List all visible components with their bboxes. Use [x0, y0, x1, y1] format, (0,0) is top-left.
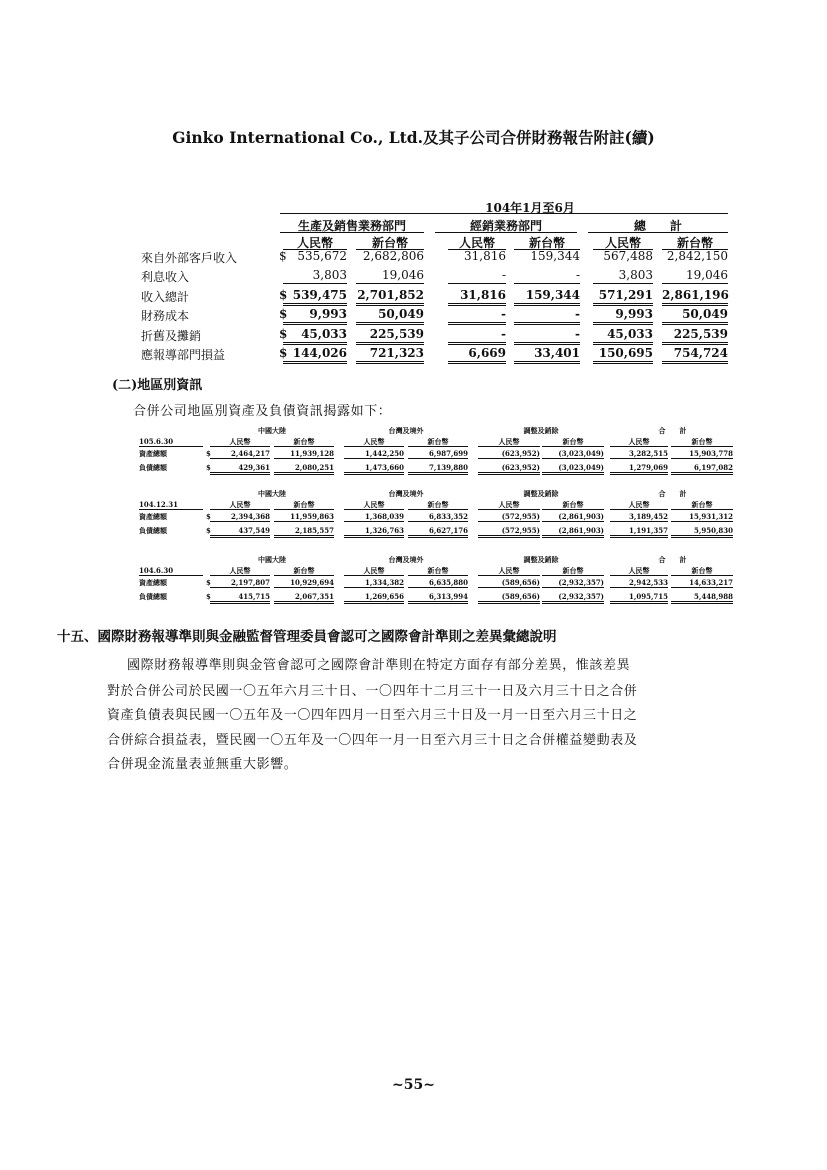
- dollar-sign: $: [279, 327, 288, 341]
- geo-cell: 1,442,250: [344, 449, 404, 459]
- geo-currency-header: 新台幣: [671, 437, 733, 447]
- geo-date: 104.12.31: [139, 500, 203, 510]
- geo-cell: 429,361: [210, 463, 270, 475]
- segment-cell: 50,049: [662, 307, 728, 325]
- segment-cell: 159,344: [530, 249, 580, 263]
- segment-group-header: 生產及銷售業務部門: [280, 217, 424, 233]
- dollar-sign: $: [206, 526, 211, 535]
- segment-cell: 144,026: [283, 346, 347, 364]
- geo-cell: 3,282,515: [610, 449, 668, 459]
- segment-cell: -: [514, 327, 580, 345]
- dollar-sign: $: [206, 512, 211, 521]
- geo-currency-header: 人民幣: [210, 437, 270, 447]
- geo-currency-header: 人民幣: [344, 500, 404, 510]
- segment-cell: 2,861,196: [662, 288, 728, 306]
- segment-cell: 45,033: [593, 327, 653, 345]
- dollar-sign: $: [279, 249, 287, 263]
- dollar-sign: $: [279, 288, 288, 302]
- geo-cell: (2,932,357): [542, 578, 604, 588]
- segment-currency-header: 新台幣: [662, 234, 728, 250]
- geo-cell: 5,448,988: [671, 592, 733, 604]
- section15-heading: 十五、國際財務報導準則與金融監督管理委員會認可之國際會計準則之差異彙總說明: [57, 629, 557, 645]
- geo-cell: 1,279,069: [610, 463, 668, 475]
- geo-group-header: 合 計: [658, 426, 687, 435]
- segment-row-label: 收入總計: [141, 290, 190, 304]
- geo-date: 105.6.30: [139, 437, 203, 447]
- geo-row-label: 負債總額: [139, 592, 167, 601]
- geo-cell: 11,959,863: [274, 512, 334, 522]
- segment-cell: 571,291: [593, 288, 653, 306]
- geo-group-header: 中國大陸: [258, 489, 286, 498]
- geo-currency-header: 人民幣: [478, 566, 540, 576]
- geo-cell: 2,942,533: [610, 578, 668, 588]
- geo-cell: 1,368,039: [344, 512, 404, 522]
- geo-cell: 1,191,357: [610, 526, 668, 538]
- geo-cell: (2,861,903): [542, 512, 604, 522]
- geo-cell: 5,950,830: [671, 526, 733, 538]
- geo-group-header: 台灣及境外: [388, 489, 424, 498]
- geo-cell: 437,549: [210, 526, 270, 538]
- geo-cell: 415,715: [210, 592, 270, 604]
- geo-currency-header: 新台幣: [274, 437, 334, 447]
- dollar-sign: $: [206, 578, 211, 587]
- segment-cell: 225,539: [662, 327, 728, 345]
- section15-line-5: 合併現金流量表並無重大影響。: [107, 757, 298, 772]
- geo-cell: (623,952): [478, 449, 540, 459]
- segment-row-label: 應報導部門損益: [141, 348, 226, 362]
- segment-row-label: 財務成本: [141, 309, 190, 323]
- segment-cell: 754,724: [662, 346, 728, 364]
- geo-cell: (572,955): [478, 512, 540, 522]
- segment-cell: 2,842,150: [666, 249, 728, 263]
- segment-cell: 9,993: [593, 307, 653, 325]
- geo-group-header: 合 計: [658, 555, 687, 564]
- segment-cell: 535,672: [297, 249, 347, 263]
- geo-group-header: 調整及銷除: [523, 555, 559, 564]
- segment-group-header: 總 計: [588, 217, 728, 233]
- dollar-sign: $: [206, 449, 211, 458]
- geo-cell: 2,394,368: [210, 512, 270, 522]
- geo-group-header: 台灣及境外: [388, 426, 424, 435]
- geo-row-label: 資產總額: [139, 512, 167, 521]
- geo-row-label: 資產總額: [139, 578, 167, 587]
- geo-currency-header: 新台幣: [671, 566, 733, 576]
- geo-cell: (589,656): [478, 592, 540, 604]
- segment-row-label: 折舊及攤銷: [141, 329, 202, 343]
- segment-cell: -: [514, 307, 580, 325]
- section15-line-4: 合併綜合損益表，暨民國一〇五年及一〇四年一月一日至六月三十日之合併權益變動表及: [107, 733, 638, 748]
- segment-cell: 19,046: [356, 268, 424, 284]
- geo-currency-header: 新台幣: [408, 500, 468, 510]
- geo-cell: 6,627,176: [408, 526, 468, 538]
- segment-cell: -: [448, 268, 506, 284]
- geo-cell: (3,023,049): [542, 463, 604, 475]
- segment-cell: 50,049: [356, 307, 424, 325]
- dollar-sign: $: [279, 307, 288, 321]
- geo-cell: 7,139,880: [408, 463, 468, 475]
- geo-cell: 6,313,994: [408, 592, 468, 604]
- geo-currency-header: 新台幣: [542, 437, 604, 447]
- geo-currency-header: 人民幣: [344, 566, 404, 576]
- section15-line-1: 國際財務報導準則與金管會認可之國際會計準則在特定方面存有部分差異，惟該差異: [127, 658, 631, 673]
- geo-cell: 2,185,557: [274, 526, 334, 538]
- geo-cell: 1,473,660: [344, 463, 404, 475]
- segment-cell: 2,682,806: [362, 249, 424, 263]
- segment-cell: 45,033: [283, 327, 347, 345]
- geo-cell: 6,635,880: [408, 578, 468, 588]
- segment-row-label: 來自外部客戶收入: [141, 251, 238, 265]
- geo-currency-header: 人民幣: [344, 437, 404, 447]
- segment-currency-header: 人民幣: [593, 234, 653, 250]
- geo-currency-header: 新台幣: [671, 500, 733, 510]
- segment-currency-header: 新台幣: [514, 234, 580, 250]
- segment-cell: 567,488: [603, 249, 653, 263]
- segment-cell: 721,323: [356, 346, 424, 364]
- geo-cell: 1,326,763: [344, 526, 404, 538]
- geo-cell: (623,952): [478, 463, 540, 475]
- geo-cell: 14,633,217: [671, 578, 733, 588]
- geo-cell: 2,464,217: [210, 449, 270, 459]
- geo-cell: (572,955): [478, 526, 540, 538]
- geo-cell: 6,987,699: [408, 449, 468, 459]
- dollar-sign: $: [279, 346, 288, 360]
- geo-cell: 1,334,382: [344, 578, 404, 588]
- geo-cell: 1,269,656: [344, 592, 404, 604]
- segment-cell: 159,344: [514, 288, 580, 306]
- geo-currency-header: 新台幣: [274, 500, 334, 510]
- geo-currency-header: 人民幣: [478, 437, 540, 447]
- geo-cell: 15,903,778: [671, 449, 733, 459]
- geo-currency-header: 人民幣: [610, 437, 668, 447]
- segment-cell: 3,803: [283, 268, 347, 284]
- geo-date: 104.6.30: [139, 566, 203, 576]
- geo-currency-header: 人民幣: [610, 500, 668, 510]
- segment-cell: -: [514, 268, 580, 284]
- geo-group-header: 中國大陸: [258, 426, 286, 435]
- geo-row-label: 負債總額: [139, 526, 167, 535]
- geo-currency-header: 人民幣: [210, 566, 270, 576]
- geo-currency-header: 人民幣: [210, 500, 270, 510]
- geo-row-label: 負債總額: [139, 463, 167, 472]
- geo-cell: (3,023,049): [542, 449, 604, 459]
- segment-period-rule: [280, 213, 728, 214]
- page-title: Ginko International Co., Ltd.及其子公司合併財務報告附註(續): [172, 128, 655, 147]
- geo-cell: 2,067,351: [274, 592, 334, 604]
- section15-line-2: 對於合併公司於民國一〇五年六月三十日、一〇四年十二月三十一日及六月三十日之合併: [107, 684, 638, 699]
- geo-currency-header: 人民幣: [610, 566, 668, 576]
- geo-currency-header: 新台幣: [542, 566, 604, 576]
- segment-cell: 2,701,852: [356, 288, 424, 306]
- segment-cell: 9,993: [283, 307, 347, 325]
- geo-cell: 1,095,715: [610, 592, 668, 604]
- geo-currency-header: 人民幣: [478, 500, 540, 510]
- segment-group-header: 經銷業務部門: [435, 217, 577, 233]
- geo-row-label: 資產總額: [139, 449, 167, 458]
- dollar-sign: $: [206, 592, 211, 601]
- segment-currency-header: 新台幣: [356, 234, 424, 250]
- dollar-sign: $: [206, 463, 211, 472]
- geo-cell: 3,189,452: [610, 512, 668, 522]
- geo-cell: (589,656): [478, 578, 540, 588]
- geo-cell: (2,932,357): [542, 592, 604, 604]
- page-number: ~55~: [392, 1077, 435, 1093]
- geo-cell: 6,197,082: [671, 463, 733, 475]
- segment-currency-header: 人民幣: [448, 234, 506, 250]
- segment-cell: 3,803: [593, 268, 653, 284]
- segment-currency-header: 人民幣: [283, 234, 347, 250]
- geo-cell: 15,931,312: [671, 512, 733, 522]
- geo-cell: 2,080,251: [274, 463, 334, 475]
- section15-line-3: 資產負債表與民國一〇五年及一〇四年四月一日至六月三十日及一月一日至六月三十日之: [107, 708, 638, 723]
- segment-period: 104年1月至6月: [485, 201, 575, 215]
- segment-cell: 6,669: [448, 346, 506, 364]
- geo-intro: 合併公司地區別資產及負債資訊揭露如下：: [133, 404, 392, 419]
- geo-cell: 10,929,694: [274, 578, 334, 588]
- geo-currency-header: 新台幣: [408, 437, 468, 447]
- geo-cell: 11,939,128: [274, 449, 334, 459]
- segment-cell: 33,401: [514, 346, 580, 364]
- geo-group-header: 中國大陸: [258, 555, 286, 564]
- geo-group-header: 調整及銷除: [523, 426, 559, 435]
- geo-currency-header: 新台幣: [542, 500, 604, 510]
- geo-cell: 2,197,807: [210, 578, 270, 588]
- segment-row-label: 利息收入: [141, 270, 190, 284]
- segment-cell: -: [448, 327, 506, 345]
- segment-cell: 539,475: [283, 288, 347, 306]
- geo-group-header: 合 計: [658, 489, 687, 498]
- segment-cell: 31,816: [464, 249, 506, 263]
- segment-cell: 150,695: [593, 346, 653, 364]
- segment-cell: 31,816: [448, 288, 506, 306]
- geo-cell: (2,861,903): [542, 526, 604, 538]
- geo-group-header: 台灣及境外: [388, 555, 424, 564]
- segment-cell: -: [448, 307, 506, 325]
- geo-currency-header: 新台幣: [408, 566, 468, 576]
- geo-group-header: 調整及銷除: [523, 489, 559, 498]
- geo-heading: (二)地區別資訊: [112, 378, 203, 393]
- segment-cell: 225,539: [356, 327, 424, 345]
- geo-currency-header: 新台幣: [274, 566, 334, 576]
- geo-cell: 6,833,352: [408, 512, 468, 522]
- segment-cell: 19,046: [662, 268, 728, 284]
